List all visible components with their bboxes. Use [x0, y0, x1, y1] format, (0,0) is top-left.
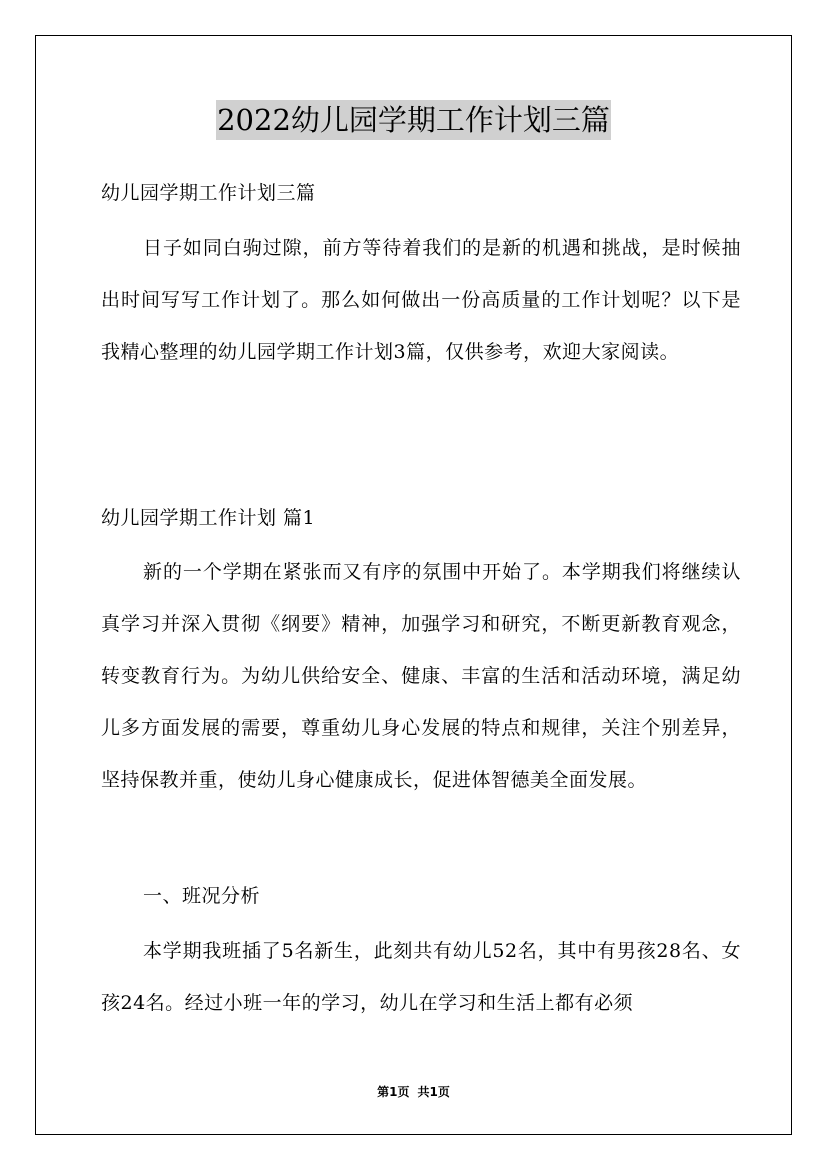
intro-paragraph: 日子如同白驹过隙，前方等待着我们的是新的机遇和挑战，是时候抽出时间写写工作计划了。那么如何做出一份高质量的工作计划呢？以下是我精心整理的幼儿园学期工作计划3篇，仅供参考，欢迎大家阅读。: [101, 237, 741, 363]
section1-paragraph1: 新的一个学期在紧张而又有序的氛围中开始了。本学期我们将继续认真学习并深入贯彻《纲要》精神，加强学习和研究，不断更新教育观念，转变教育行为。为幼儿供给安全、健康、丰富的生活和活动环境，满足幼儿多方面发展的需要，尊重幼儿身心发展的特点和规律，关注个别差异，坚持保教并重，使幼儿身心健康成长，促进体智德美全面发展。: [101, 561, 741, 791]
document-subtitle: 幼儿园学期工作计划三篇: [101, 182, 316, 204]
section1-paragraph2: 本学期我班插了5名新生，此刻共有幼儿52名，其中有男孩28名、女孩24名。经过小班一年的学习，幼儿在学习和生活上都有必须: [101, 940, 741, 1014]
page-footer: [0, 1084, 827, 1100]
title-wrap: [0, 100, 827, 140]
page-current: 第1页: [377, 1085, 410, 1099]
document-title: 2022幼儿园学期工作计划三篇: [216, 100, 611, 140]
page-total: 共1页: [417, 1085, 450, 1099]
section1-heading: 幼儿园学期工作计划 篇1: [101, 507, 316, 529]
subheading-class-analysis: 一、班况分析: [143, 885, 261, 907]
